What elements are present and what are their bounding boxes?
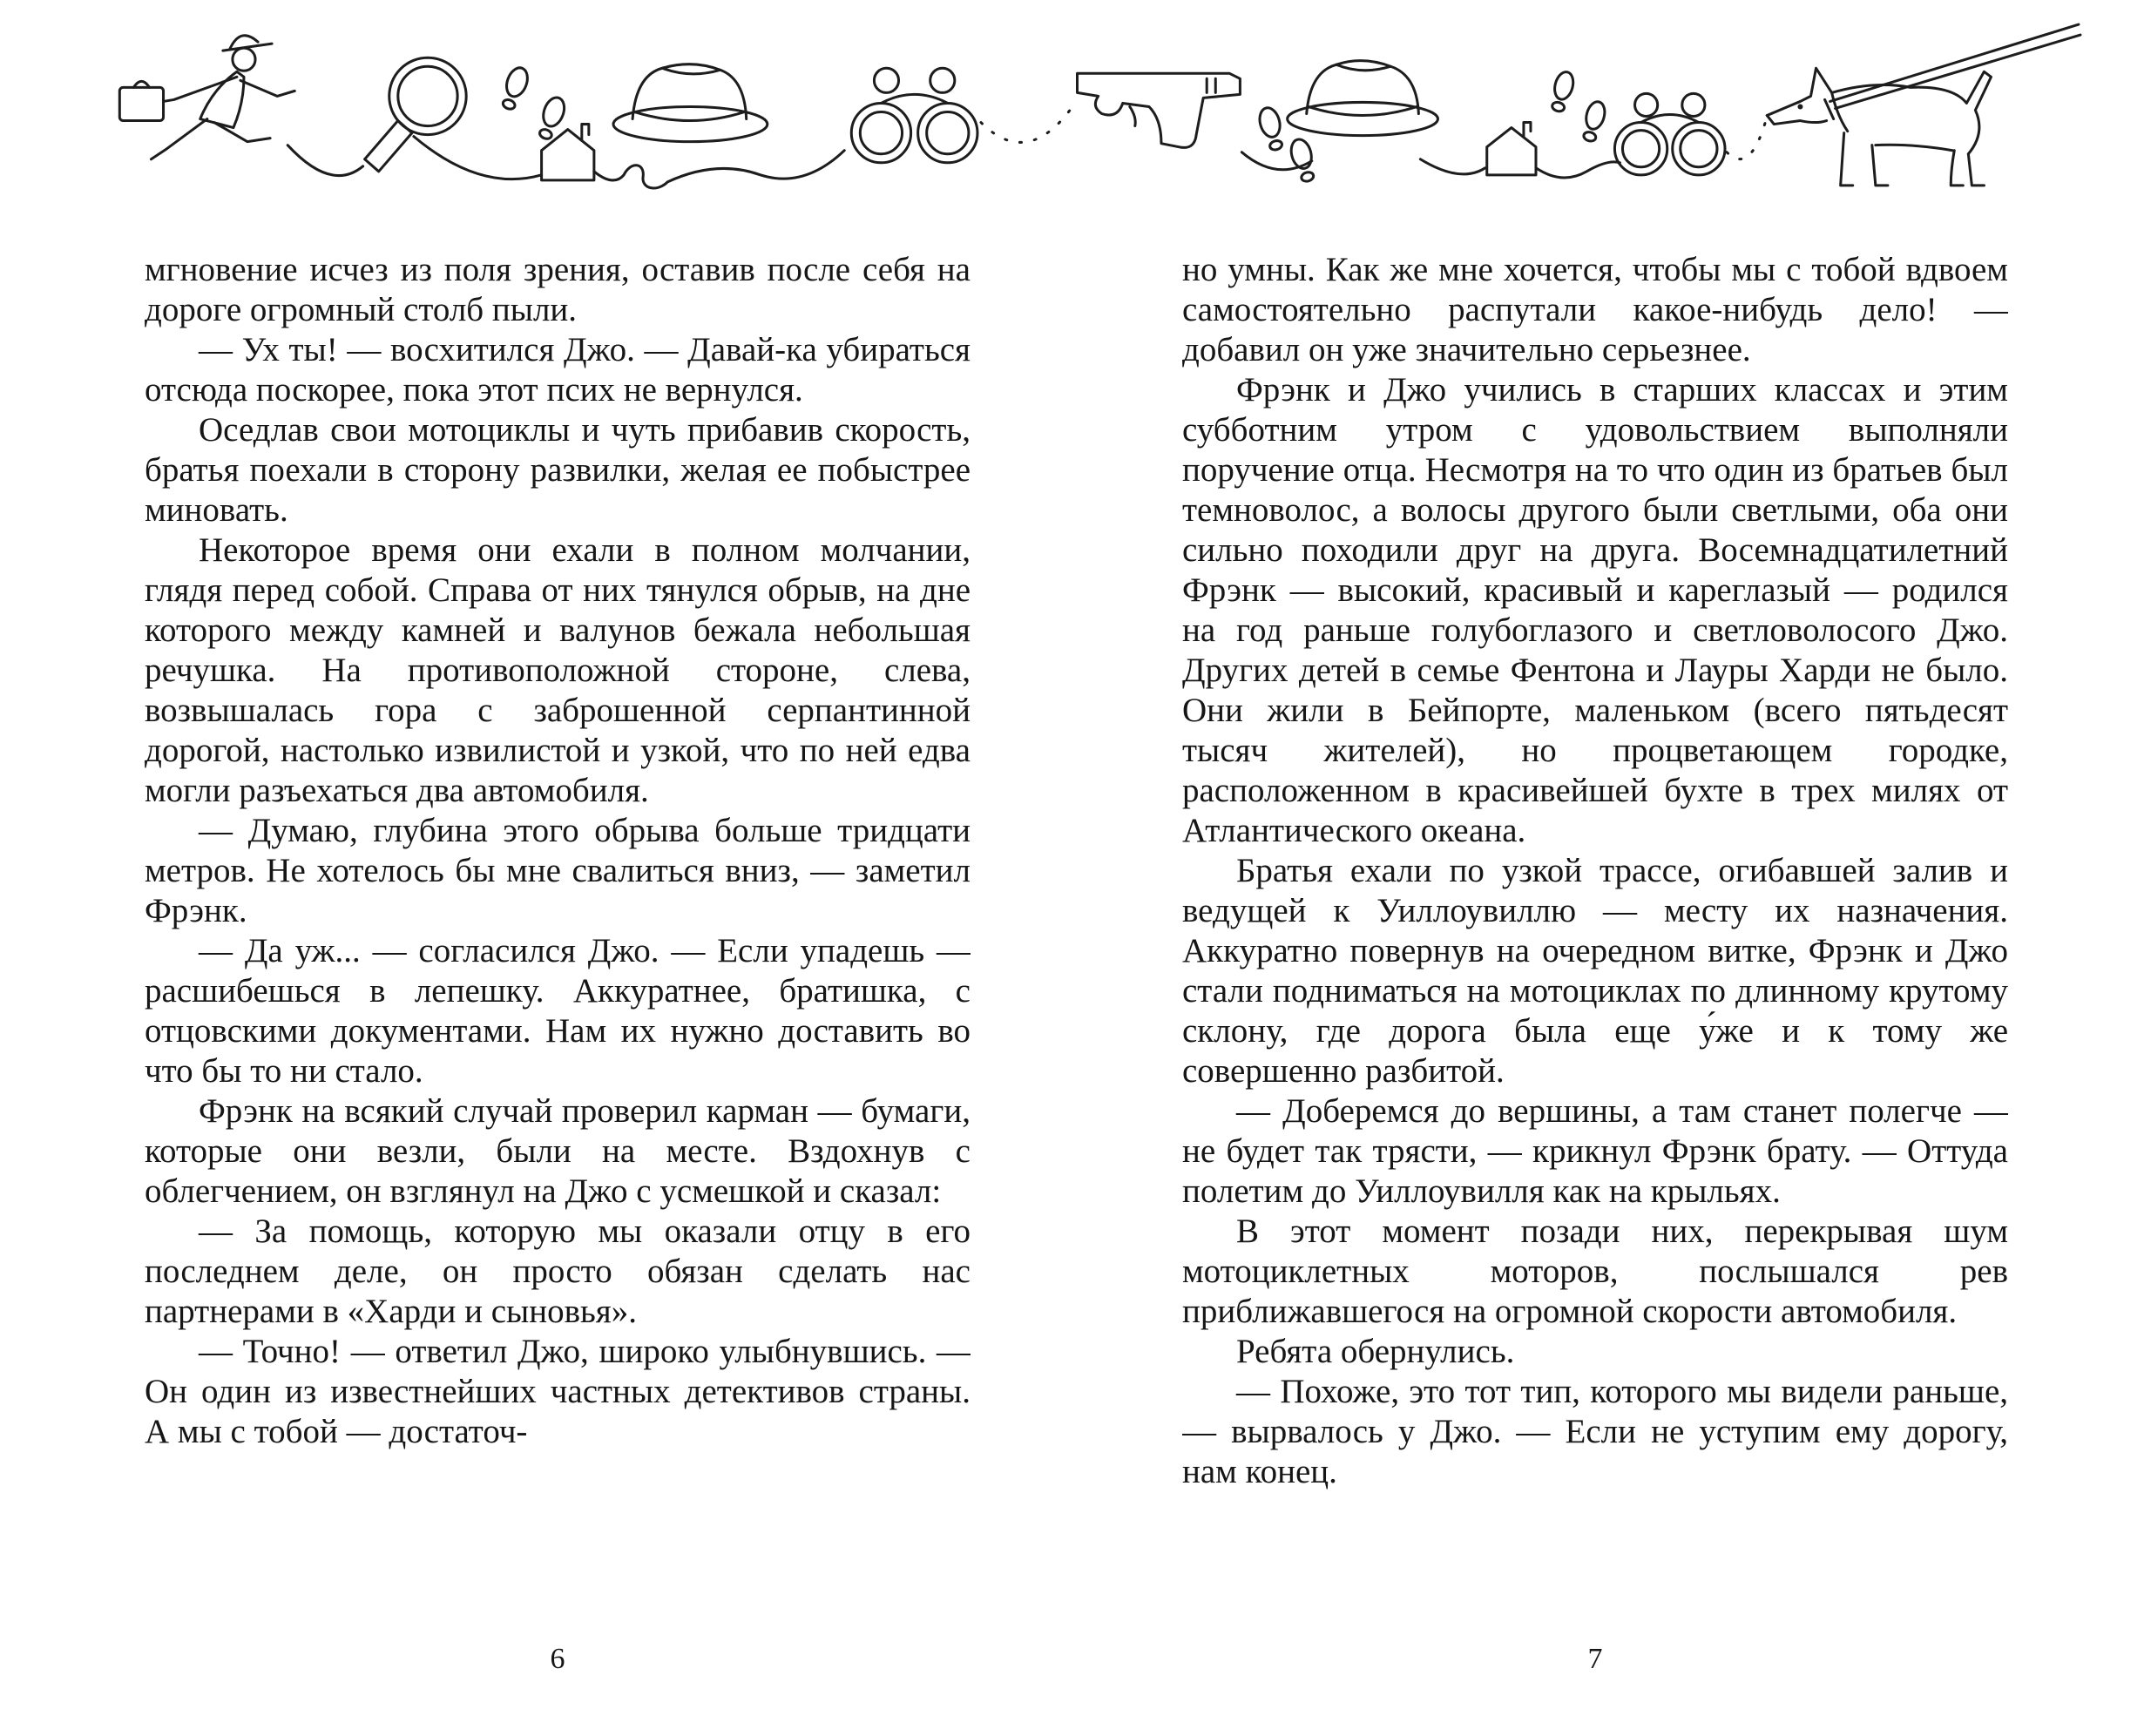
paragraph: Оседлав свои мотоциклы и чуть прибавив скорость, братья поехали в сторону развилки, желая ее побыстрее миновать.: [145, 411, 971, 529]
header-illustration: [68, 21, 2083, 205]
magnifying-glass-icon: [365, 57, 467, 172]
book-spread: [0, 21, 2144, 1679]
left-page-number: 6: [550, 1643, 565, 1675]
paragraph: Ребята обернулись.: [1236, 1333, 1515, 1370]
paragraph: Фрэнк на всякий случай проверил карман — бумаги, которые они везли, были на месте. Вздохнув с облегчением, он взглянул на Джо с усмешкой и сказал:: [145, 1092, 971, 1210]
pistol-icon: [1078, 73, 1241, 147]
footprints-icon: [1549, 70, 1608, 143]
spread: [145, 250, 2008, 1679]
paragraph: Фрэнк и Джо учились в старших классах и этим субботним утром с удовольствием выполняли поручение отца. Несмотря на то что один из братьев был темноволос, а волосы другого были светлыми, оба они сильно походили друг на друга. Восемнадцатилетний Фрэнк — высокий, красивый и кареглазый — родился на год раньше голубоглазого и светловолосого Джо. Других детей в семье Фентона и Лауры Харди не было. Они жили в Бейпорте, маленьком (всего пятьдесят тысяч жителей), но процветающем городке, расположенном в красивейшей бухте в трех милях от Атлантического океана.: [1182, 371, 2008, 849]
house-icon: [1487, 123, 1536, 175]
paragraph: — Доберемся до вершины, а там станет полегче — не будет так трясти, — крикнул Фрэнк брату. — Оттуда полетим до Уиллоувилля как на крыльях.: [1182, 1092, 2008, 1210]
binoculars-icon: [851, 68, 977, 163]
paragraph: — Точно! — ответил Джо, широко улыбнувшись. — Он один из известнейших частных детективов страны. А мы с тобой — достаточ-: [145, 1333, 971, 1450]
paragraph: Некоторое время они ехали в полном молчании, глядя перед собой. Справа от них тянулся обрыв, на дне которого между камней и валунов бежала небольшая речушка. На противоположной стороне, слева, возвышалась гора с заброшенной серпантинной дорогой, настолько извилистой и узкой, что по ней едва могли разъехаться два автомобиля.: [145, 531, 971, 809]
dog-on-leash-icon: [1767, 24, 2080, 186]
left-page: [145, 250, 971, 1679]
paragraph: — Ух ты! — восхитился Джо. — Давай-ка убираться отсюда поскорее, пока этот псих не вернулся.: [145, 331, 971, 409]
paragraph: — Да уж... — согласился Джо. — Если упадешь — расшибешься в лепешку. Аккуратнее, братишка, с отцовскими документами. Нам их нужно доставить во что бы то ни стало.: [145, 932, 971, 1090]
footprints-icon: [498, 65, 568, 142]
right-page-text: [1182, 250, 2008, 1492]
paragraph: мгновение исчез из поля зрения, оставив после себя на дороге огромный столб пыли.: [145, 251, 971, 328]
right-page-number: 7: [1587, 1643, 1603, 1675]
paragraph: В этот момент позади них, перекрывая шум мотоциклетных моторов, послышался рев приближавшегося на огромной скорости автомобиля.: [1182, 1212, 2008, 1330]
paragraph: — За помощь, которую мы оказали отцу в его последнем деле, он просто обязан сделать нас партнерами в «Харди и сыновья».: [145, 1212, 971, 1330]
fedora-hat-icon: [1288, 61, 1438, 136]
paragraph: — Похоже, это тот тип, которого мы видели раньше, — вырвалось у Джо. — Если не уступим ему дорогу, нам конец.: [1182, 1373, 2008, 1490]
paragraph: Братья ехали по узкой трассе, огибавшей залив и ведущей к Уиллоувиллю — месту их назначения. Аккуратно повернув на очередном витке, Фрэнк и Джо стали подниматься на мотоциклах по длинному крутому склону, где дорога была еще у́же и к тому же совершенно разбитой.: [1182, 852, 2008, 1090]
running-detective-icon: [119, 36, 294, 159]
fedora-hat-icon: [613, 64, 768, 142]
left-page-text: [145, 250, 971, 1452]
binoculars-icon: [1614, 93, 1725, 174]
right-page: [1182, 250, 2008, 1679]
paragraph: — Думаю, глубина этого обрыва больше тридцати метров. Не хотелось бы мне свалиться вниз, — заметил Фрэнк.: [145, 812, 971, 929]
trail-line: [287, 105, 1765, 188]
paragraph: но умны. Как же мне хочется, чтобы мы с тобой вдвоем самостоятельно распутали какое-нибудь дело! — добавил он уже значительно серьезнее.: [1182, 251, 2008, 368]
